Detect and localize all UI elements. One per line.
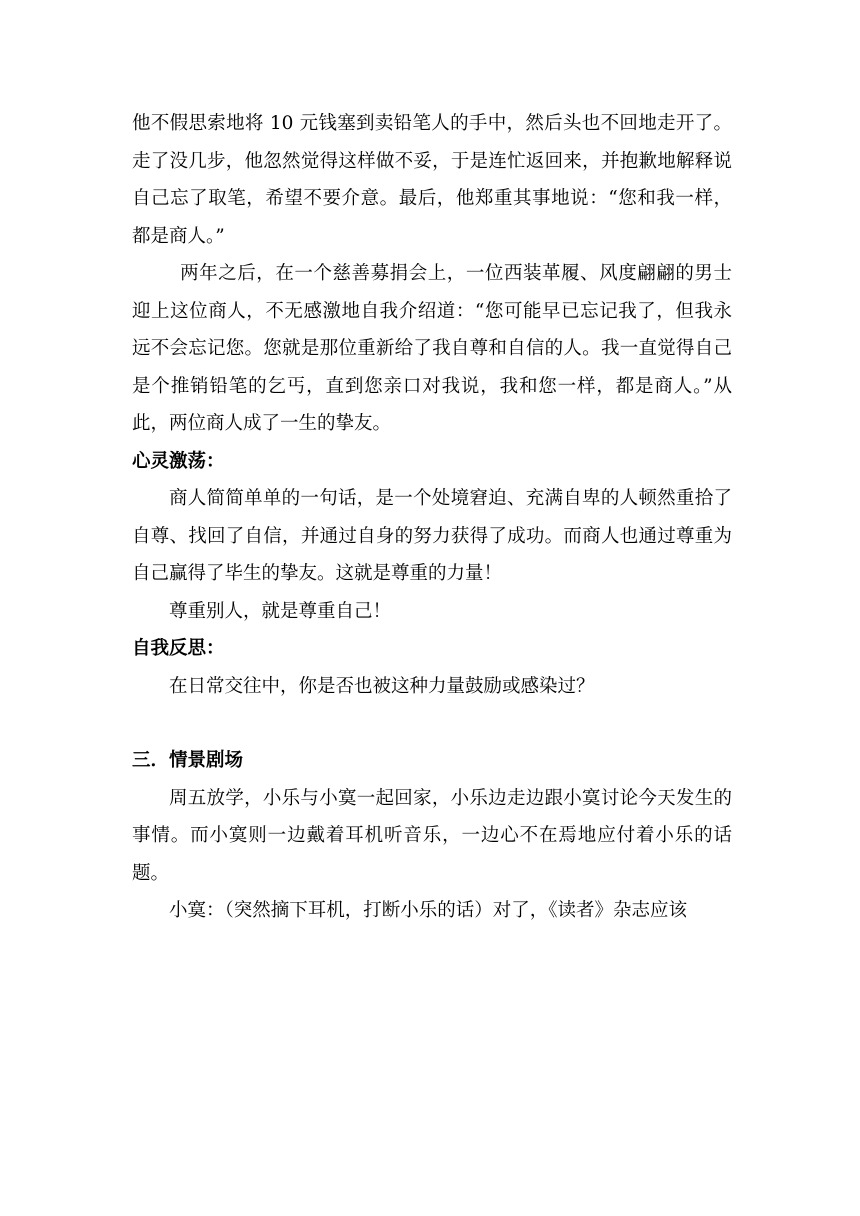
story-paragraph-two-years-later: 两年之后，在一个慈善募捐会上，一位西装革履、风度翩翩的男士迎上这位商人，不无感激地自我介绍道：“您可能早已忘记我了，但我永远不会忘记您。您就是那位重新给了我自尊和自信的人。我一直觉得自己是个推销铅笔的乞丐，直到您亲口对我说，我和您一样，都是商人。”从此，两位商人成了一生的挚友。 (132, 263, 732, 434)
section-heading-scenario: 三．情景剧场 (132, 750, 244, 771)
scenario-dialogue-line: 小寞：（突然摘下耳机，打断小乐的话）对了，《读者》杂志应该 (169, 900, 688, 921)
section-heading-self-reflection: 自我反思： (132, 638, 225, 659)
section-heading-reflection: 心灵激荡： (132, 450, 225, 472)
self-reflection-question: 在日常交往中，你是否也被这种力量鼓励或感染过？ (169, 675, 595, 697)
blank-line (132, 705, 732, 742)
respect-motto: 尊重别人，就是尊重自己！ (169, 600, 392, 622)
story-paragraph-ending: 他不假思索地将 10 元钱塞到卖铅笔人的手中，然后头也不回地走开了。走了没几步，他忽然觉得这样做不妥，于是连忙返回来，并抱歉地解释说自己忘了取笔，希望不要介意。最后，他郑重其事地说：“您和我一样，都是商人。” (132, 113, 732, 247)
reflection-paragraph: 商人简简单单的一句话，是一个处境窘迫、充满自卑的人顿然重拾了自尊、找回了自信，并通过自身的努力获得了成功。而商人也通过尊重为自己赢得了毕生的挚友。这就是尊重的力量！ (132, 488, 732, 584)
scenario-intro-paragraph: 周五放学，小乐与小寞一起回家，小乐边走边跟小寞讨论今天发生的事情。而小寞则一边戴着耳机听音乐，一边心不在焉地应付着小乐的话题。 (132, 787, 732, 884)
document-page (132, 105, 732, 930)
